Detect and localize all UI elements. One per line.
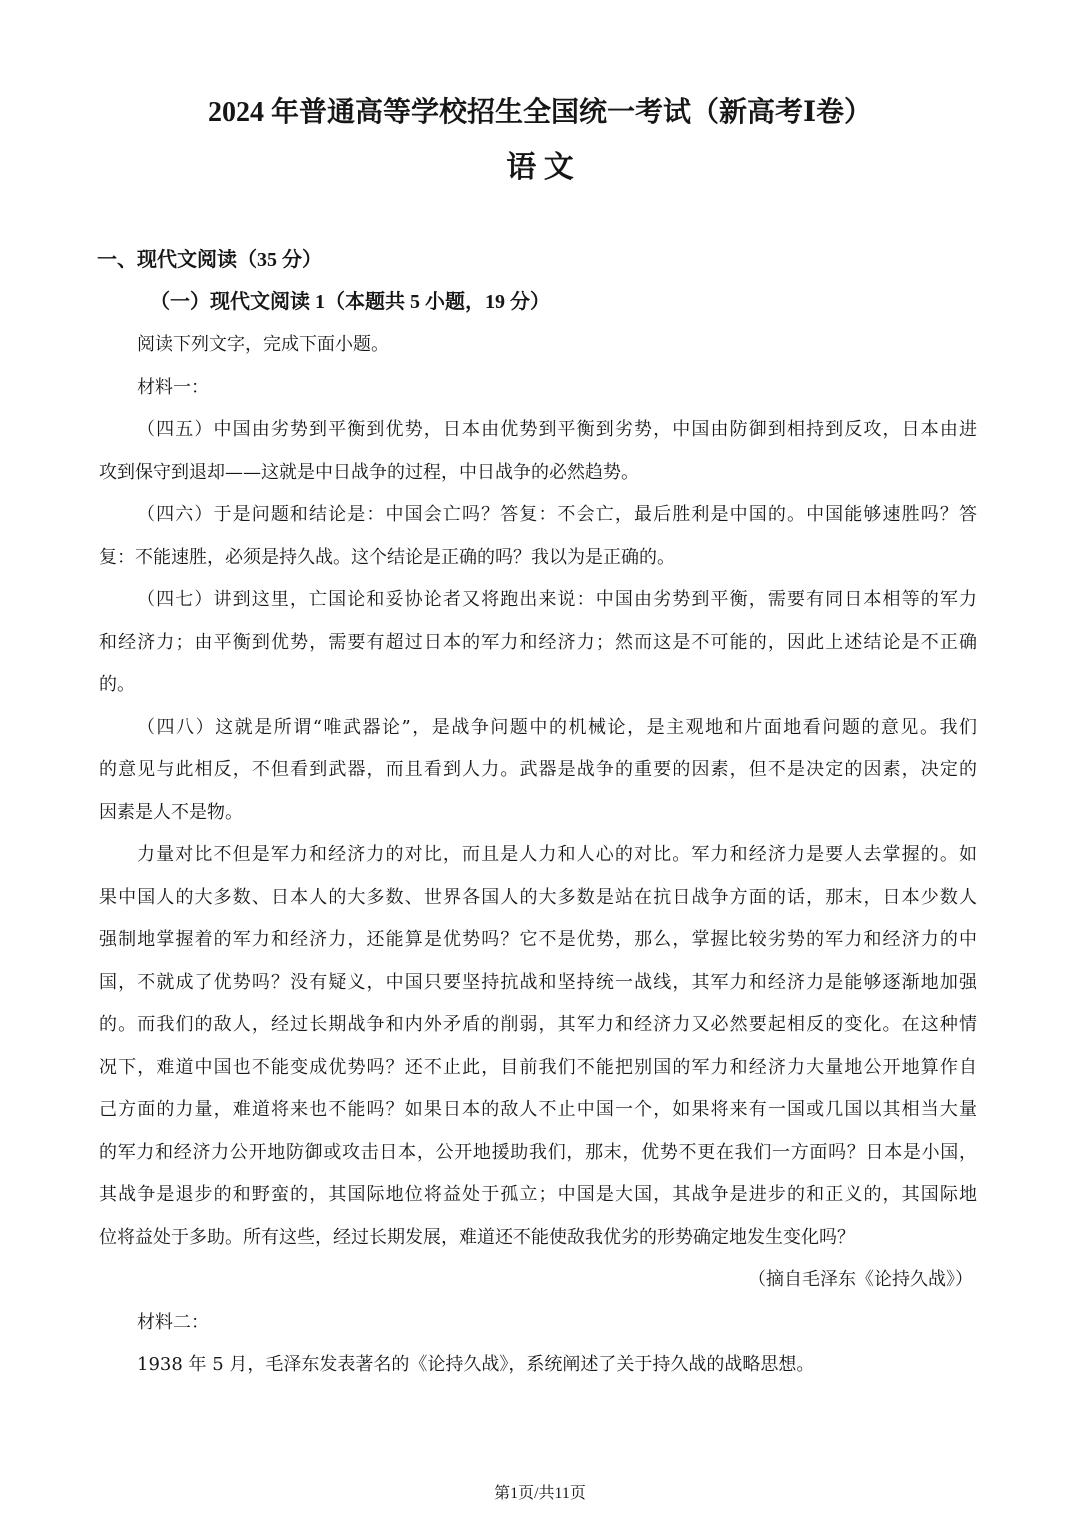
- text-line: 复：不能速胜，必须是持久战。这个结论是正确的吗？我以为是正确的。: [99, 546, 675, 568]
- text-line: 果中国人的大多数、日本人的大多数、世界各国人的大多数是站在抗日战争方面的话，那末，日本少数人: [99, 886, 977, 908]
- text-line: （四六）于是问题和结论是：中国会亡吗？答复：不会亡，最后胜利是中国的。中国能够速胜吗？答: [137, 504, 977, 525]
- reading-passage: [99, 324, 977, 1387]
- text-line: 力量对比不但是军力和经济力的对比，而且是人力和人心的对比。军力和经济力是要人去掌握的。如: [137, 844, 977, 865]
- paragraph-46: [99, 494, 977, 579]
- subsection-heading: （一）现代文阅读 1（本题共 5 小题，19 分）: [150, 291, 550, 313]
- instruction: 阅读下列文字，完成下面小题。: [137, 334, 389, 355]
- source-citation: （摘自毛泽东《论持久战》）: [748, 1269, 973, 1290]
- material-one-label: 材料一：: [137, 376, 209, 398]
- exam-title: 2024 年普通高等学校招生全国统一考试（新高考Ⅰ卷）: [207, 97, 873, 128]
- text-line: 的意见与此相反，不但看到武器，而且看到人力。武器是战争的重要的因素，但不是决定的因素，决定的: [99, 759, 977, 780]
- text-line: 国，不就成了优势吗？没有疑义，中国只要坚持抗战和坚持统一战线，其军力和经济力是能够逐渐地加强: [99, 971, 977, 993]
- text-line: 强制地掌握着的军力和经济力，还能算是优势吗？它不是优势，那么，掌握比较劣势的军力和经济力的中: [99, 929, 977, 950]
- page-number: 第1页/共11页: [494, 1485, 586, 1502]
- text-line: 攻到保守到退却——这就是中日战争的过程，中日战争的必然趋势。: [99, 461, 639, 483]
- material-two-text: 1938 年 5 月，毛泽东发表著名的《论持久战》，系统阐述了关于持久战的战略思想。: [137, 1354, 815, 1375]
- section-heading: 一、现代文阅读（35 分）: [97, 249, 322, 271]
- text-line: （四五）中国由劣势到平衡到优势，日本由优势到平衡到劣势，中国由防御到相持到反攻，日本由进: [137, 419, 977, 440]
- subject-title: 语 文: [506, 151, 574, 184]
- text-line: 的。而我们的敌人，经过长期战争和内外矛盾的削弱，其军力和经济力又必然要起相反的变化。在这种情: [99, 1014, 977, 1035]
- paragraph-47: [99, 579, 977, 707]
- text-line: （四七）讲到这里，亡国论和妥协论者又将跑出来说：中国由劣势到平衡，需要有同日本相等的军力: [137, 589, 977, 610]
- paragraph-force-comparison: [99, 834, 977, 1259]
- text-line: 位将益处于多助。所有这些，经过长期发展，难道还不能使敌我优劣的形势确定地发生变化吗？: [99, 1226, 855, 1248]
- text-line: （四八）这就是所谓“唯武器论”，是战争问题中的机械论，是主观地和片面地看问题的意见。我们: [137, 716, 977, 738]
- text-line: 其战争是退步的和野蛮的，其国际地位将益处于孤立；中国是大国，其战争是进步的和正义的，其国际地: [99, 1184, 977, 1205]
- paragraph-48: [99, 707, 977, 835]
- paragraph-45: [99, 409, 977, 494]
- text-line: 己方面的力量，难道将来也不能吗？如果日本的敌人不止中国一个，如果将来有一国或几国以其相当大量: [99, 1099, 977, 1120]
- text-line: 的。: [99, 674, 135, 695]
- text-line: 的军力和经济力公开地防御或攻击日本，公开地援助我们，那末，优势不更在我们一方面吗？日本是小国，: [99, 1141, 977, 1163]
- material-two-label: 材料二：: [137, 1311, 209, 1333]
- text-line: 因素是人不是物。: [99, 801, 243, 823]
- text-line: 况下，难道中国也不能变成优势吗？还不止此，目前我们不能把别国的军力和经济力大量地公开地算作自: [99, 1056, 977, 1078]
- text-line: 和经济力；由平衡到优势，需要有超过日本的军力和经济力；然而这是不可能的，因此上述结论是不正确: [99, 631, 977, 653]
